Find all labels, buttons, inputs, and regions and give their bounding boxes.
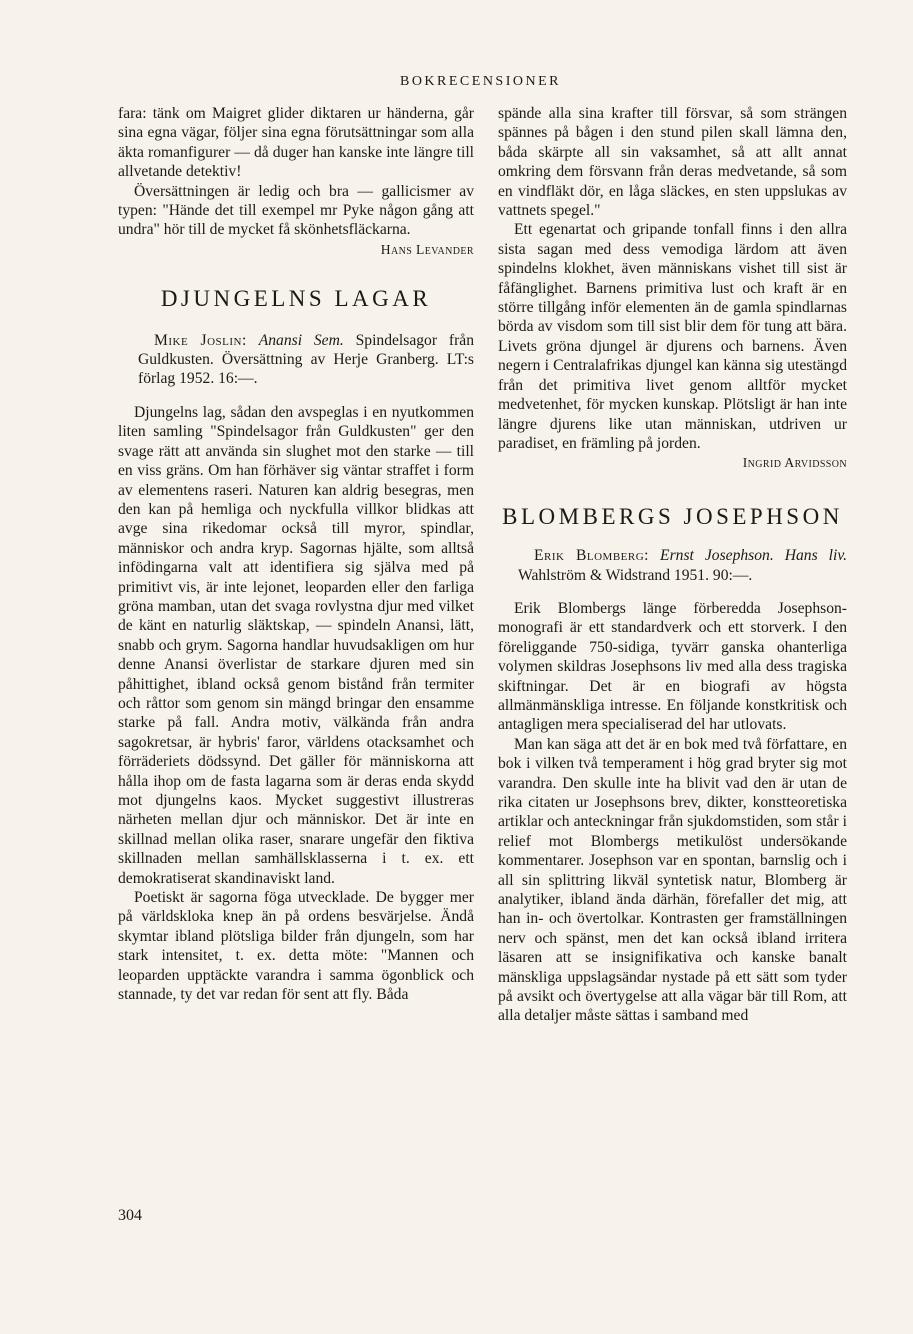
signature-levander: Hans Levander (380, 241, 474, 257)
signature-arvidsson: Ingrid Arvidsson (742, 455, 847, 471)
bibliography-entry-josephson (498, 546, 847, 585)
left-body-paragraph-2: Poetiskt är sagorna föga utvecklade. De bygger mer på världskloka knep än på ordens besvärjelse. Ändå skymtar ibland plötsliga bilder från djungeln, som har stark intensitet, t. ex. detta möte: "Mannen och leoparden upptäckte varandra i samma ögonblick och stannade, ty det var redan för sent att fly. Båda (118, 889, 474, 1004)
left-body-paragraph-1: Djungelns lag, sådan den avspeglas i en nyutkommen liten samling "Spindelsagor från Guldkusten" ger den svage rätt att använda sin slughet mot den starke — till en viss gräns. Om han förhäver sig väntar straffet i form av elementens raseri. Naturen kan aldrig besegras, men den kan på hemliga och nyckfulla villkor blidkas att avge sina rikedomar också till myror, spindlar, människor och andra kryp. Sagornas hjälte, som alltså infödingarna valt att identifiera sig själva med på primitivt vis, är inte lejonet, leoparden eller den farliga gröna mamban, utan det svaga rovlystna djur med vilket de känt en naturlig släktskap, — spindeln Anansi, lätt, snabb och grym. Sagorna handlar huvudsakligen om hur denne Anansi överlistar de starkare djuren med sin påhittighet, ibland också genom bistånd från termiter och råttor som genom sin mängd bringar den ensamme starke på fall. Andra motiv, välkända från andra sagokretsar, är hybris' faror, världens otacksamhet och förräderiets dödssynd. Det gäller för människorna att hålla ihop om de fasta lagarna som är deras enda skydd mot djungelns kaos. Mycket suggestivt illustreras närheten mellan djur och människor. Det är inte en skillnad mellan olika raser, snarare ungefär den fiktiva skillnaden mellan samhällsklasserna i t. ex. ett demokratiserat skandinaviskt land. (118, 403, 474, 887)
bibliography-entry-anansi (118, 331, 474, 389)
bib-author: Erik Blomberg: (534, 547, 650, 565)
bib-author: Mike Joslin: (154, 331, 247, 349)
bib-details: Wahlström & Widstrand 1951. 90:—. (518, 566, 753, 584)
right-body-paragraph-4: Man kan säga att det är en bok med två författare, en bok i vilken två temperament i hög grad bryter sig mot varandra. Den skulle inte ha blivit vad den är utan de rika citaten ur Josephsons brev, dikter, konstteoretiska artiklar och anteckningar från sjukdomstiden, som står i relief mot Blombergs metikulöst undersökande kommentarer. Josephson var en spontan, barnslig och i all sin splittring likväl syntetisk natur, Blomberg är analytiker, ibland ända därhän, förefaller det mig, att han in- och övertolkar. Kontrasten ger framställningen nerv och spänst, men det kan också ibland irritera läsaren att se insignifikativa och kanske banalt mänskliga uppslagsändar nystade på ett sätt som tyder på avsikt och övertygelse att alla vägar bär till Rom, att alla detaljer måste sättas i samband med (498, 735, 847, 1025)
right-body-paragraph-3: Erik Blombergs länge förberedda Josephson-monografi är ett standardverk och ett storverk. I den föreliggande 750-sidiga, tyvärr ganska ohanterliga volymen skildras Josephsons liv med alla dess tragiska skiftningar. Det är en biografi av högsta allmänmänskliga intresse. En följande konstkritisk och antagligen mera specialiserad del har utlovats. (498, 599, 847, 734)
right-column (498, 104, 847, 1026)
right-paragraph-2: Ett egenartat och gripande tonfall finns i den allra sista sagan med dess vemodiga lärdom att även spindelns klokhet, även människans vishet till sist är fåfänglighet. Barnens primitiva lust och kraft är en större tillgång inför elementen än de gamla spindlarnas börda av visdom som till sist blir dem för tung att bära. Livets gröna djungel är djurens och barnens. Även negern i Centralafrikas djungel kan känna sig utestängd från det primitiva livet genom alltför mycket medvetenhet, för mycken kunskap. Plötsligt är han inte längre djurens like utan människan, utdriven ur paradiset, en främling på jorden. (498, 221, 847, 452)
page-number: 304 (118, 1207, 142, 1224)
section-title-djungelns-lagar: DJUNGELNS LAGAR (160, 286, 432, 312)
bib-details: Spindelsagor från Guldkusten. Översättning av Herje Granberg. LT:s förlag 1952. 16:—. (138, 331, 474, 388)
running-head: BOKRECENSIONER (399, 74, 561, 89)
left-continued-paragraph: fara: tänk om Maigret glider diktaren ur händerna, går sina egna vägar, följer sina egna förutsättningar som alla äkta romanfigurer — då duger han kanske inte längre till allvetande detektiv! (118, 105, 474, 181)
section-title-blombergs-josephson: BLOMBERGS JOSEPHSON (502, 503, 843, 529)
left-paragraph-translation: Översättningen är ledig och bra — gallicismer av typen: "Hände det till exempel mr Pyke någon gång att undra" hör till de mycket få skönhetsfläckarna. (118, 182, 474, 239)
bib-title: Ernst Josephson. Hans liv. (660, 547, 848, 565)
bib-title: Anansi Sem. (258, 331, 344, 349)
left-column (118, 104, 474, 1004)
right-continued-paragraph: spände alla sina krafter till försvar, så som strängen spännes på bågen i den stund pilen skall lämna den, båda skärpte all sin vaksamhet, så att allt annat omkring dem försvann från deras medvetande, så som en vindfläkt dör, en låga släckes, en sten uppslukas av vattnets spegel." (498, 105, 847, 220)
